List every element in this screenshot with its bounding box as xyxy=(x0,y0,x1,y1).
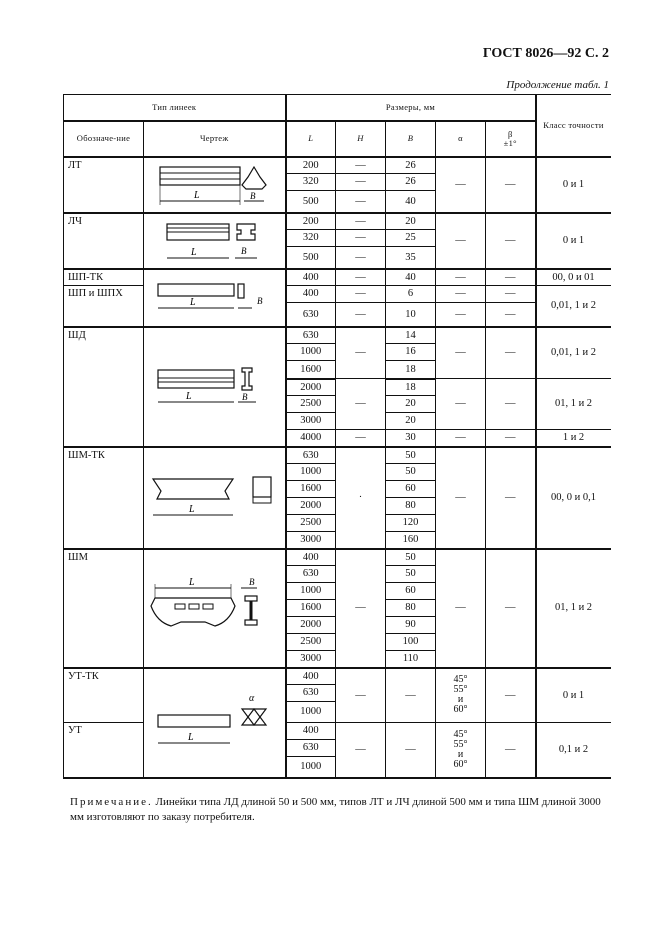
svg-text:L: L xyxy=(188,731,194,743)
shp-drawing-icon xyxy=(154,280,274,316)
alpha-values: 45° 55° и 60° xyxy=(436,723,486,778)
drawing-shd xyxy=(144,327,286,447)
drawing-ut xyxy=(144,668,286,778)
drawing-shmtk xyxy=(144,447,286,549)
drawing-shm xyxy=(144,549,286,668)
class-value: 0,01, 1 и 2 xyxy=(536,286,611,327)
shmtk-drawing-icon xyxy=(149,473,279,523)
drawing-lt xyxy=(144,157,286,213)
header-drawing: Чертеж xyxy=(144,121,286,157)
header-type: Тип линеек xyxy=(64,95,286,121)
type-name: УТ xyxy=(64,723,144,778)
class-value: 0 и 1 xyxy=(536,157,611,213)
svg-text:B: B xyxy=(242,391,248,402)
page-header: ГОСТ 8026—92 С. 2 xyxy=(482,46,609,61)
class-value: 00, 0 и 0,1 xyxy=(536,447,611,549)
type-name: ШП-ТК xyxy=(64,269,144,286)
header-sizes: Размеры, мм xyxy=(286,95,536,121)
alpha-values: 45° 55° и 60° xyxy=(436,668,486,723)
ut-drawing-icon xyxy=(154,691,274,755)
header-alpha: α xyxy=(436,121,486,157)
type-name: ШП и ШПХ xyxy=(64,286,144,327)
type-name: ШД xyxy=(64,327,144,447)
shm-drawing-icon xyxy=(149,576,279,640)
class-value: 0 и 1 xyxy=(536,668,611,723)
class-value: 01, 1 и 2 xyxy=(536,549,611,668)
lch-drawing-icon xyxy=(159,218,269,264)
svg-text:B: B xyxy=(257,295,263,306)
class-value: 0,1 и 2 xyxy=(536,723,611,778)
header-H: H xyxy=(336,121,386,157)
class-value: 1 и 2 xyxy=(536,430,611,447)
type-name: ЛЧ xyxy=(64,213,144,269)
type-name: УТ-ТК xyxy=(64,668,144,723)
type-name: ШМ-ТК xyxy=(64,447,144,549)
type-name: ШМ xyxy=(64,549,144,668)
svg-text:B: B xyxy=(249,577,255,587)
svg-text:B: B xyxy=(241,245,247,256)
class-value: 00, 0 и 01 xyxy=(536,269,611,286)
table-note xyxy=(70,795,610,825)
class-value: 01, 1 и 2 xyxy=(536,379,611,430)
note-label: Примечание. xyxy=(70,796,153,808)
svg-text:L: L xyxy=(189,503,195,515)
table-caption: Продолжение табл. 1 xyxy=(506,79,609,91)
class-value: 0 и 1 xyxy=(536,213,611,269)
svg-text:L: L xyxy=(190,296,196,308)
header-designation: Обозначе-ние xyxy=(64,121,144,157)
header-B: B xyxy=(386,121,436,157)
drawing-shp xyxy=(144,269,286,327)
header-beta: β ±1° xyxy=(486,121,536,157)
drawing-lch xyxy=(144,213,286,269)
svg-text:L: L xyxy=(186,390,192,402)
header-class: Класс точности xyxy=(536,95,611,157)
note-text: Линейки типа ЛД длиной 50 и 500 мм, типов ЛТ и ЛЧ длиной 500 мм и типа ШМ длиной 3000 мм изготовляют по заказу потребителя. xyxy=(70,796,601,823)
svg-text:α: α xyxy=(249,692,255,704)
svg-text:L: L xyxy=(194,189,200,201)
class-value: 0,01, 1 и 2 xyxy=(536,327,611,379)
svg-text:L: L xyxy=(191,246,197,258)
header-L: L xyxy=(286,121,336,157)
type-name: ЛТ xyxy=(64,157,144,213)
svg-text:L: L xyxy=(189,577,195,588)
lt-drawing-icon xyxy=(154,161,274,209)
shd-drawing-icon xyxy=(154,364,274,410)
svg-text:B: B xyxy=(250,190,256,201)
ruler-spec-table: Тип линеек Размеры, мм Класс точности Обозначе-ние Чертеж L H B α β ±1° ЛТ L B 200 — 26 — — 0 и 1 320 — 26 500 — 40 ЛЧ L B 200 — 20 — — 0 и 1 320 — 25 500 — 35 ШП-ТК L B 400 — 40 — — 00, 0 и 01 ШП и ШПХ 400 — 6 — — 0,01, 1 и 2 630 — 10 — — ШД L B 630 — 14 — — 0,01, 1 и 2 1000 16 1600 18 2000 — 18 — — 01, 1 и 2 2500 20 3000 20 4000 — 30 — — 1 и 2 ШМ-ТК L 630 · 50 — — 00, 0 и 0,1 1000 50 1600 60 2000 80 2500 120 3000 160 ШМ L B 400 — 50 — — 01, 1 и 2 630 50 1000 60 1600 80 2000 90 2500 100 3000 110 УТ-ТК L α 400 — — 45° 55° и 60° — 0 и 1 630 1000 УТ 400 — — 45° 55° и 60° — 0,1 и 2 630 1000 xyxy=(63,94,611,779)
